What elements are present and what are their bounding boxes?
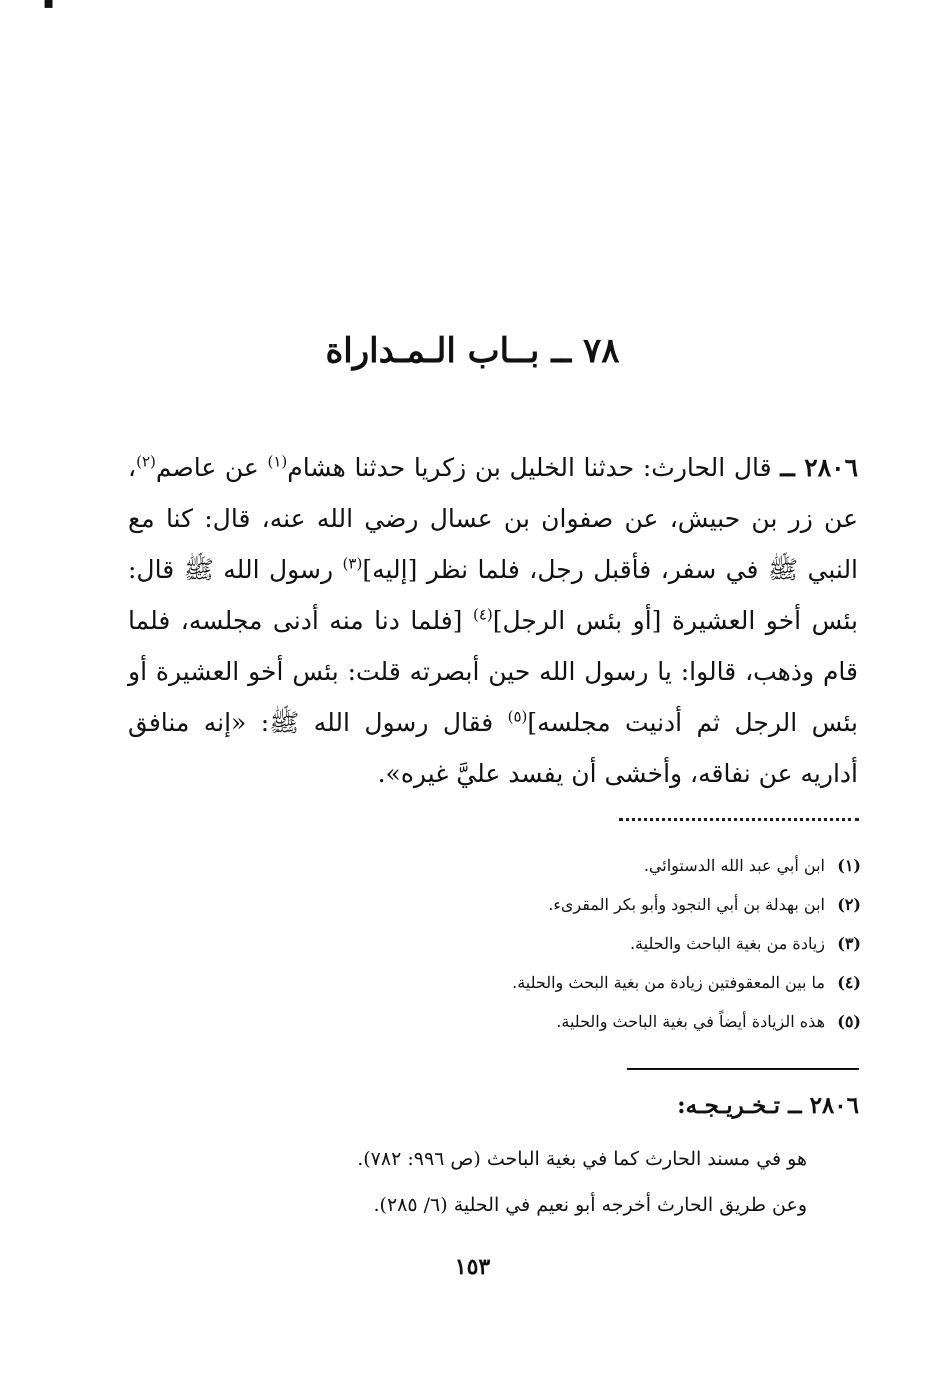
footnote-text: ابن بهدلة بن أبي النجود وأبو بكر المقرىء. <box>548 895 825 914</box>
footnote-text: ابن أبي عبد الله الدستوائي. <box>643 856 825 875</box>
corner-mark: ▪ <box>43 0 54 12</box>
footnote-ref-3[interactable]: (٣) <box>342 554 363 573</box>
footnote-item <box>161 963 861 1002</box>
footnote-item <box>161 1002 861 1041</box>
hadith-text-6: فقال رسول الله ﷺ: «إنه منافق أداريه عن نفاقه، وأخشى أن يفسد عليَّ غيره». <box>128 708 858 788</box>
takhrij-line: هو في مسند الحارث كما في بغية الباحث (ص ٩٩٦: ٧٨٢). <box>357 1148 807 1170</box>
footnote-ref-5[interactable]: (٥) <box>507 707 528 726</box>
footnote-text: هذه الزيادة أيضاً في بغية الباحث والحلية. <box>556 1012 825 1031</box>
footnote-text: زيادة من بغية الباحث والحلية. <box>629 934 825 953</box>
footnote-item <box>161 924 861 963</box>
takhrij-list <box>107 1136 807 1228</box>
hadith-text-2: عن عاصم <box>155 453 268 482</box>
takhrij-heading: ٢٨٠٦ ــ تـخـريـجـه: <box>677 1092 859 1119</box>
hadith-text-1: قال الحارث: حدثنا الخليل بن زكريا حدثنا هشام <box>287 453 772 482</box>
footnote-item <box>161 885 861 924</box>
footnote-number: (٥) <box>837 1012 861 1031</box>
hadith-number: ٢٨٠٦ ــ <box>780 453 858 482</box>
hadith-text-5: [فلما دنا منه أدنى مجلسه، فلما قام وذهب، قالوا: يا رسول الله حين أبصرته قلت: بئس أخو العشيرة أو بئس الرجل ثم أدنيت مجلسه] <box>128 606 858 737</box>
footnote-separator-dotted <box>619 818 859 821</box>
footnote-number: (٤) <box>837 973 861 992</box>
footnote-ref-1[interactable]: (١) <box>267 452 288 471</box>
footnote-number: (٣) <box>837 934 861 953</box>
takhrij-line: وعن طريق الحارث أخرجه أبو نعيم في الحلية (٦/ ٢٨٥). <box>373 1194 807 1216</box>
footnote-number: (٢) <box>837 895 861 914</box>
hadith-paragraph <box>128 442 858 799</box>
footnote-item <box>161 846 861 885</box>
takhrij-separator <box>627 1068 859 1070</box>
footnote-text: ما بين المعقوفتين زيادة من بغية البحث والحلية. <box>512 973 825 992</box>
footnote-ref-2[interactable]: (٢) <box>136 452 156 471</box>
page-number: ١٥٣ <box>454 1254 491 1280</box>
footnote-number: (١) <box>837 856 861 875</box>
chapter-title: ٧٨ ــ بــاب الـمـداراة <box>325 330 620 371</box>
hadith-text-3: ، عن زر بن حبيش، عن صفوان بن عسال رضي الله عنه، قال: كنا مع النبي ﷺ في سفر، فأقبل رجل، فلما نظر [إليه] <box>128 453 859 584</box>
footnote-ref-4[interactable]: (٤) <box>472 605 493 624</box>
footnotes-list <box>161 846 861 1041</box>
hadith-text-4: رسول الله ﷺ قال: بئس أخو العشيرة [أو بئس الرجل] <box>128 555 859 635</box>
